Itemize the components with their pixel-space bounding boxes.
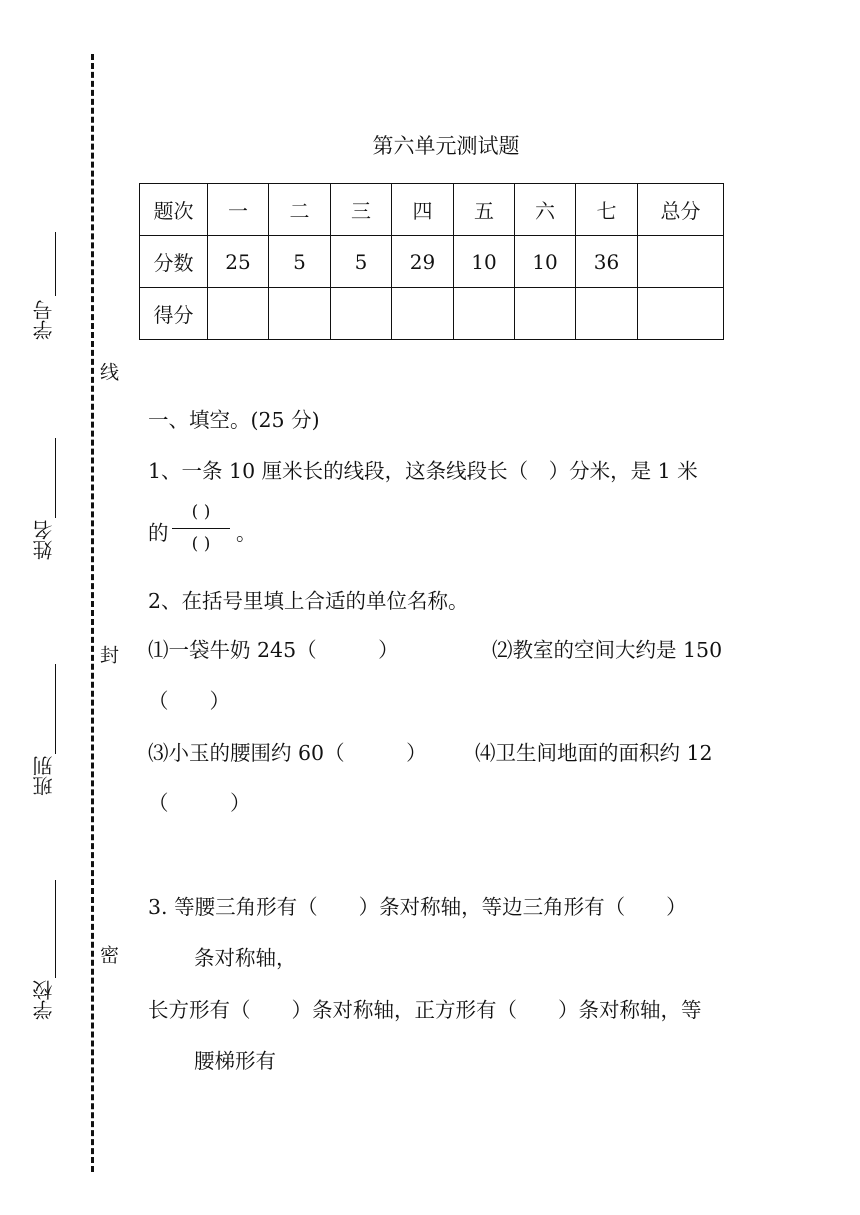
table-cell: 36 — [576, 236, 638, 288]
table-cell: 三 — [331, 184, 392, 236]
table-cell: 5 — [269, 236, 331, 288]
seal-mark-secret: 密 — [97, 945, 119, 964]
score-table — [139, 183, 724, 340]
score-table-points-row — [140, 236, 724, 288]
earned-score-cell[interactable] — [454, 288, 515, 340]
field-school-line[interactable] — [55, 880, 56, 978]
question-2-item-4-blank[interactable]: （ ） — [148, 791, 251, 815]
table-cell: 分数 — [140, 236, 208, 288]
question-1-fraction[interactable] — [172, 500, 230, 555]
score-table-header-row — [140, 184, 724, 236]
table-cell: 29 — [392, 236, 454, 288]
table-cell: 10 — [454, 236, 515, 288]
total-points-cell[interactable] — [638, 236, 724, 288]
table-cell: 10 — [515, 236, 576, 288]
field-name-label: 姓名 — [32, 520, 56, 560]
question-2-prompt: 2、在括号里填上合适的单位名称。 — [148, 589, 469, 613]
table-cell: 题次 — [140, 184, 208, 236]
question-2-item-2: ⑵教室的空间大约是 150 — [492, 638, 723, 662]
question-2-item-1: ⑴一袋牛奶 245（ ） — [148, 638, 399, 662]
earned-total-cell[interactable] — [638, 288, 724, 340]
question-3-line-3: 长方形有（ ）条对称轴，正方形有（ ）条对称轴，等 — [148, 998, 702, 1022]
earned-score-cell[interactable] — [392, 288, 454, 340]
question-2-item-3: ⑶小玉的腰围约 60（ ） — [148, 741, 427, 765]
table-cell: 总分 — [638, 184, 724, 236]
table-cell: 七 — [576, 184, 638, 236]
field-class-label: 班别 — [32, 756, 56, 796]
table-cell: 五 — [454, 184, 515, 236]
table-cell: 一 — [208, 184, 269, 236]
field-name-line[interactable] — [55, 438, 56, 518]
table-cell: 得分 — [140, 288, 208, 340]
field-school-label: 学校 — [32, 980, 56, 1020]
fraction-bar — [172, 528, 230, 529]
field-class-line[interactable] — [55, 664, 56, 754]
table-cell: 5 — [331, 236, 392, 288]
earned-score-cell[interactable] — [208, 288, 269, 340]
question-1-suffix: 。 — [236, 521, 257, 545]
page-title: 第六单元测试题 — [372, 134, 520, 158]
question-3-line-2: 条对称轴， — [194, 946, 297, 970]
table-cell: 六 — [515, 184, 576, 236]
field-student-number-line[interactable] — [55, 232, 56, 296]
table-cell: 二 — [269, 184, 331, 236]
table-cell: 四 — [392, 184, 454, 236]
earned-score-cell[interactable] — [515, 288, 576, 340]
question-1-line-1: 1、一条 10 厘米长的线段，这条线段长（ ）分米，是 1 米 — [148, 459, 698, 483]
earned-score-cell[interactable] — [576, 288, 638, 340]
question-2-item-2-blank[interactable]: （ ） — [148, 689, 230, 713]
section-heading: 一、填空。(25 分) — [148, 408, 320, 432]
question-3-line-1: 3. 等腰三角形有（ ）条对称轴，等边三角形有（ ） — [148, 895, 687, 919]
seal-mark-seal: 封 — [97, 645, 119, 664]
field-student-number-label: 学号 — [32, 300, 56, 340]
fraction-numerator-blank[interactable]: ( ) — [191, 502, 211, 522]
score-table-earned-row — [140, 288, 724, 340]
question-2-item-4: ⑷卫生间地面的面积约 12 — [475, 741, 713, 765]
seal-mark-line: 线 — [97, 362, 119, 381]
table-cell: 25 — [208, 236, 269, 288]
earned-score-cell[interactable] — [269, 288, 331, 340]
question-3-line-4: 腰梯形有 — [194, 1049, 276, 1073]
question-1-prefix: 的 — [148, 521, 169, 545]
earned-score-cell[interactable] — [331, 288, 392, 340]
fraction-denominator-blank[interactable]: ( ) — [191, 534, 211, 554]
binding-dashed-line — [91, 54, 94, 1172]
